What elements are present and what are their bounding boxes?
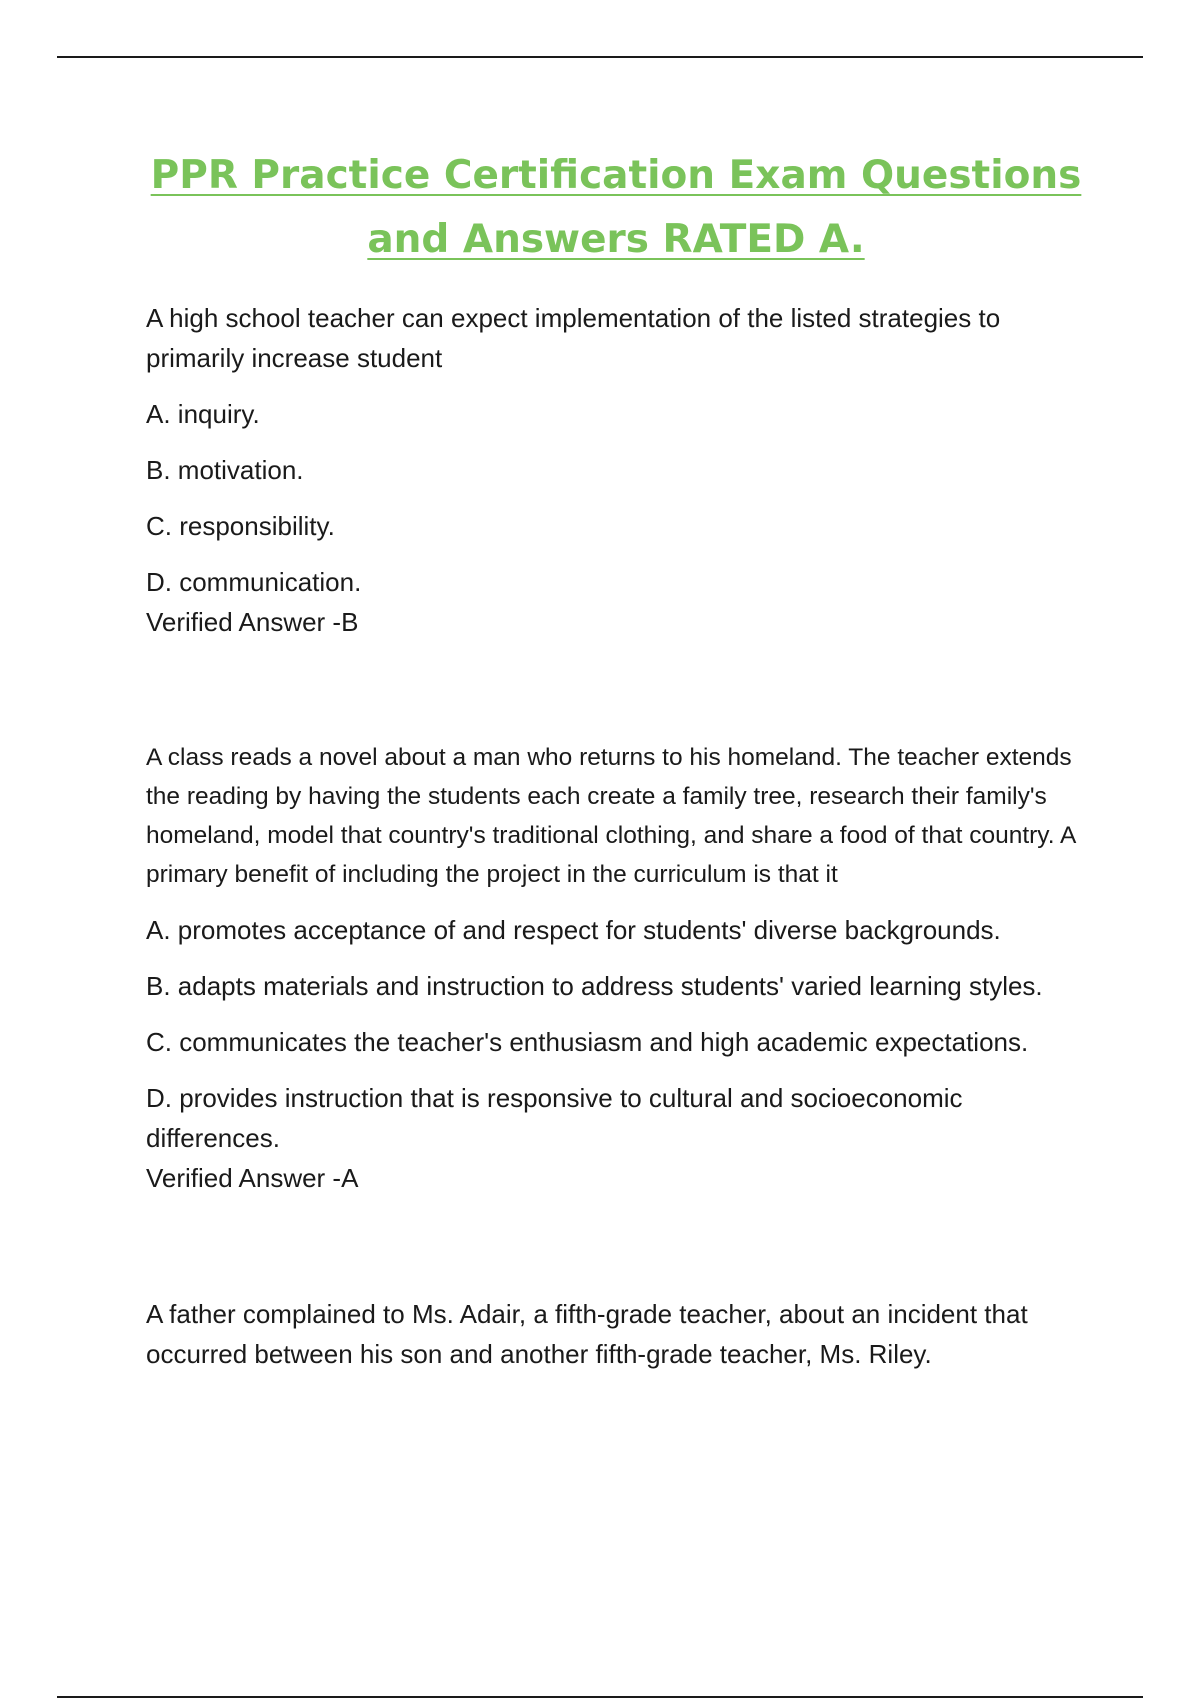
header-rule (57, 56, 1143, 58)
question-3-text: A father complained to Ms. Adair, a fifth-grade teacher, about an incident that occurred between his son and another fifth-grade teacher, Ms. Riley. (146, 1299, 1028, 1369)
question-1-option-a: A. inquiry. (146, 399, 260, 429)
question-3 (146, 1294, 1086, 1374)
question-1 (146, 298, 1086, 642)
question-2 (146, 738, 1086, 1198)
question-1-option-b: B. motivation. (146, 455, 304, 485)
question-2-option-a: A. promotes acceptance of and respect for students' diverse backgrounds. (146, 915, 1001, 945)
question-2-option-d: D. provides instruction that is responsive to cultural and socioeconomic differences. (146, 1083, 963, 1153)
question-1-option-d: D. communication. (146, 567, 362, 597)
question-1-text: A high school teacher can expect implementation of the listed strategies to primarily increase student (146, 303, 1001, 373)
document-title-text: PPR Practice Certification Exam Questions and Answers RATED A. (150, 153, 1082, 262)
document-title (146, 144, 1086, 272)
footer-rule (57, 1696, 1143, 1698)
question-2-text: A class reads a novel about a man who returns to his homeland. The teacher extends the reading by having the students each create a family tree, research their family's homeland, model that country's traditional clothing, and share a food of that country. A primary benefit of including the project in the curriculum is that it (146, 744, 1075, 888)
question-1-answer: Verified Answer -B (146, 607, 359, 637)
question-2-option-c: C. communicates the teacher's enthusiasm and high academic expectations. (146, 1027, 1029, 1057)
question-1-option-c: C. responsibility. (146, 511, 335, 541)
question-2-option-b: B. adapts materials and instruction to address students' varied learning styles. (146, 971, 1043, 1001)
document-page (146, 144, 1086, 1390)
question-2-answer: Verified Answer -A (146, 1163, 359, 1193)
